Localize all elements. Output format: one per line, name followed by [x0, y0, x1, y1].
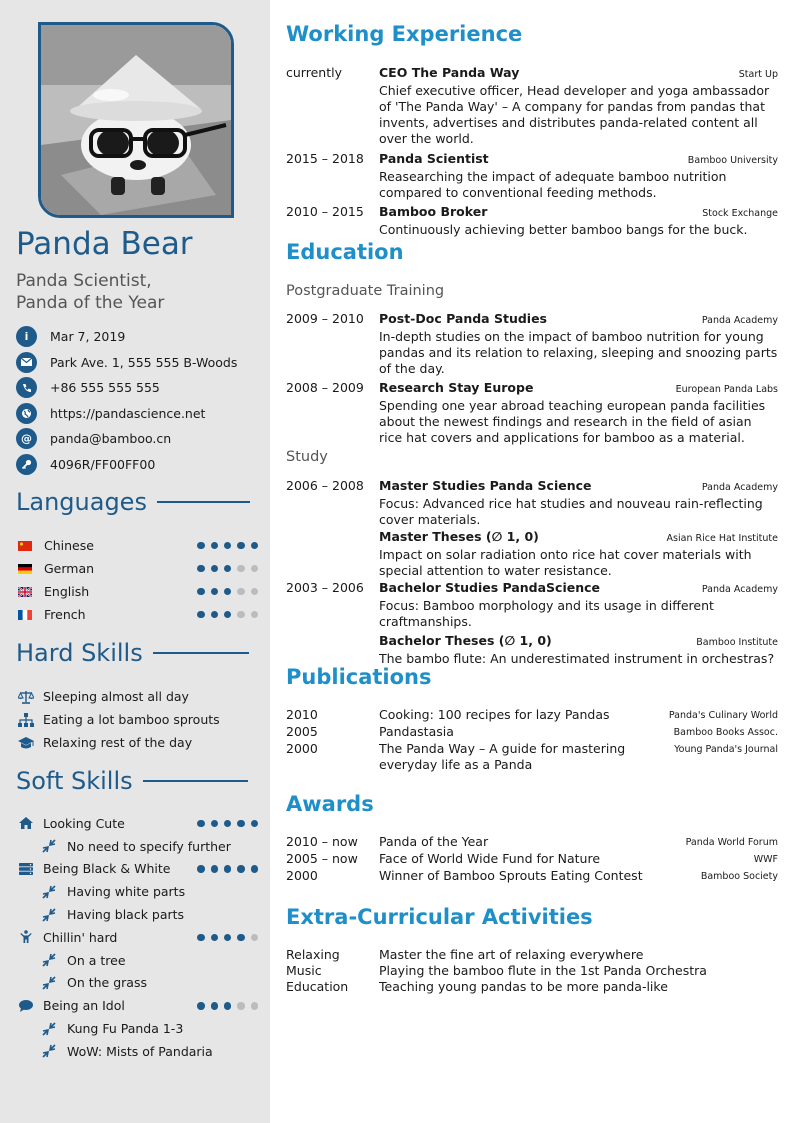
entry-description: The bambo flute: An underestimated instrument in orchestras?	[379, 651, 775, 666]
contact-text: Park Ave. 1, 555 555 B-Woods	[50, 354, 238, 370]
education-entry	[286, 633, 778, 667]
language-list	[18, 534, 258, 626]
heading-rule	[143, 780, 248, 782]
soft-skill-label: Chillin' hard	[43, 929, 118, 945]
rating-dot-empty	[237, 611, 245, 619]
soft-skill-subitem	[18, 1017, 258, 1040]
activity-entry	[286, 979, 778, 995]
activities-list	[286, 947, 778, 995]
entry-date: 2009 – 2010	[286, 311, 364, 326]
rating-dot-filled	[197, 588, 205, 596]
uk-flag-icon	[18, 587, 32, 597]
soft-skill-subitem	[18, 972, 258, 995]
rating-dot-empty	[251, 1002, 259, 1010]
rating-dot-empty	[251, 611, 259, 619]
activity-entry	[286, 947, 778, 963]
profile-photo	[38, 22, 234, 218]
skill-rating	[197, 611, 258, 619]
entry-title: Research Stay Europe	[379, 380, 534, 395]
experience-entry	[286, 65, 778, 147]
france-flag-icon	[18, 610, 32, 620]
entry-date: 2003 – 2006	[286, 580, 364, 595]
hard-skill-item	[18, 685, 258, 708]
entry-date: 2015 – 2018	[286, 151, 364, 166]
rating-dot-filled	[211, 588, 219, 596]
postgrad-list	[286, 311, 778, 446]
hard-skill-item	[18, 708, 258, 731]
soft-skill-label: Looking Cute	[43, 815, 125, 831]
rating-dot-filled	[197, 865, 205, 873]
skill-rating	[197, 934, 258, 942]
rating-dot-filled	[211, 820, 219, 828]
hard-skill-label: Relaxing rest of the day	[43, 735, 193, 750]
subtitle-line-1: Panda Scientist,	[16, 271, 152, 291]
entry-institution: WWF	[753, 854, 778, 865]
entry-institution: Young Panda's Journal	[674, 744, 778, 755]
entry-date: 2000	[286, 741, 318, 756]
contact-list	[16, 324, 237, 477]
hard-skills-list	[18, 685, 258, 754]
rating-dot-filled	[251, 820, 259, 828]
info-icon: i	[16, 326, 37, 347]
rating-dot-filled	[211, 865, 219, 873]
activity-text: Master the fine art of relaxing everywhere	[379, 947, 644, 962]
globe-icon	[16, 403, 37, 424]
rating-dot-filled	[211, 542, 219, 550]
sitemap-icon	[18, 713, 34, 727]
education-entry	[286, 529, 778, 579]
entry-date: 2010	[286, 707, 318, 722]
soft-skill-sub-label: On a tree	[67, 952, 126, 968]
contact-address	[16, 350, 237, 376]
award-title: Face of World Wide Fund for Nature	[379, 851, 601, 866]
contact-date	[16, 324, 237, 350]
phone-icon	[16, 377, 37, 398]
heading-rule	[153, 652, 249, 654]
contact-phone	[16, 375, 237, 401]
study-subheading: Study	[286, 449, 328, 465]
rating-dot-filled	[224, 865, 232, 873]
activity-label: Relaxing	[286, 947, 340, 962]
publications-list	[286, 707, 778, 773]
entry-date	[286, 529, 379, 579]
rating-dot-filled	[224, 565, 232, 573]
rating-dot-filled	[224, 820, 232, 828]
soft-skills-heading-text: Soft Skills	[16, 767, 133, 795]
rating-dot-filled	[197, 611, 205, 619]
entry-description: In-depth studies on the impact of bamboo nutrition for young pandas and its relation to relaxing, sleeping and snoozing parts of the day.	[379, 329, 778, 376]
rating-dot-empty	[251, 565, 259, 573]
soft-skill-label: Being Black & White	[43, 861, 171, 877]
publication-title: Pandastasia	[379, 724, 454, 739]
rating-dot-empty	[251, 588, 259, 596]
server-icon	[18, 862, 34, 876]
entry-title: Bachelor Studies PandaScience	[379, 580, 601, 595]
awards-list	[286, 834, 778, 885]
rating-dot-filled	[211, 611, 219, 619]
compress-icon	[42, 953, 58, 967]
soft-skill-sub-label: WoW: Mists of Pandaria	[67, 1043, 213, 1059]
skill-rating	[197, 588, 258, 596]
language-item	[18, 603, 258, 626]
entry-date: 2006 – 2008	[286, 478, 364, 493]
rating-dot-empty	[251, 934, 259, 942]
skill-rating	[197, 865, 258, 873]
education-entry	[286, 311, 778, 377]
skill-rating	[197, 820, 258, 828]
entry-institution: Panda Academy	[701, 315, 778, 326]
comment-icon	[18, 999, 34, 1013]
rating-dot-empty	[237, 588, 245, 596]
entry-institution: Bamboo Books Assoc.	[673, 727, 778, 738]
award-entry	[286, 834, 778, 851]
envelope-icon	[16, 352, 37, 373]
awards-heading: Awards	[286, 792, 374, 816]
soft-skill-sub-label: Having black parts	[67, 907, 185, 923]
soft-skill-subitem	[18, 1040, 258, 1063]
rating-dot-filled	[197, 542, 205, 550]
education-heading: Education	[286, 240, 404, 264]
entry-description: Focus: Advanced rice hat studies and nouveau rain-reflecting cover materials.	[379, 496, 763, 527]
rating-dot-filled	[251, 865, 259, 873]
entry-institution: Bamboo Institute	[696, 637, 778, 648]
experience-entry	[286, 151, 778, 201]
entry-institution: Panda Academy	[701, 482, 778, 493]
soft-skill-sub-label: On the grass	[67, 975, 147, 991]
compress-icon	[42, 1022, 58, 1036]
rating-dot-filled	[211, 1002, 219, 1010]
entry-title: Panda Scientist	[379, 151, 489, 166]
rating-dot-filled	[197, 1002, 205, 1010]
balance-scale-icon	[18, 690, 34, 704]
soft-skill-item	[18, 994, 258, 1017]
sidebar	[0, 0, 270, 1123]
compress-icon	[42, 839, 58, 853]
soft-skill-subitem	[18, 903, 258, 926]
postgrad-subheading: Postgraduate Training	[286, 283, 445, 299]
education-entry	[286, 380, 778, 446]
entry-title: Master Theses (∅ 1, 0)	[379, 529, 539, 544]
activity-label: Music	[286, 963, 322, 978]
rating-dot-filled	[224, 934, 232, 942]
heading-rule	[157, 501, 250, 503]
email-link[interactable]: panda@bamboo.cn	[50, 431, 172, 447]
activity-label: Education	[286, 979, 349, 994]
compress-icon	[42, 976, 58, 990]
soft-skill-sub-label: Having white parts	[67, 884, 186, 900]
soft-skill-item	[18, 858, 258, 881]
compress-icon	[42, 885, 58, 899]
language-label: Chinese	[44, 538, 94, 553]
home-icon	[18, 816, 34, 830]
hard-skill-item	[18, 731, 258, 754]
child-icon	[18, 930, 34, 944]
rating-dot-filled	[237, 542, 245, 550]
compress-icon	[42, 908, 58, 922]
entry-title: Bachelor Theses (∅ 1, 0)	[379, 633, 552, 648]
entry-date: 2005	[286, 724, 318, 739]
rating-dot-filled	[197, 934, 205, 942]
entry-institution: Panda World Forum	[685, 837, 778, 848]
soft-skills-list	[18, 812, 258, 1063]
publication-title: Cooking: 100 recipes for lazy Pandas	[379, 707, 610, 722]
language-item	[18, 557, 258, 580]
skill-rating	[197, 1002, 258, 1010]
subtitle-line-2: Panda of the Year	[16, 293, 165, 313]
award-entry	[286, 851, 778, 868]
hard-skill-label: Sleeping almost all day	[43, 689, 189, 704]
entry-title: Bamboo Broker	[379, 204, 488, 219]
china-flag-icon	[18, 541, 32, 551]
language-item	[18, 534, 258, 557]
soft-skill-label: Being an Idol	[43, 998, 125, 1014]
entry-description: Impact on solar radiation onto rice hat cover materials with special attention to water resistance.	[379, 547, 752, 578]
entry-description: Chief executive officer, Head developer and yoga ambassador of 'The Panda Way' – A company for pandas from pandas that invents, advertises and distributes panda-related content all over the world.	[379, 83, 770, 146]
entry-date	[286, 633, 379, 667]
language-label: German	[44, 561, 95, 576]
soft-skill-item	[18, 926, 258, 949]
skill-rating	[197, 565, 258, 573]
germany-flag-icon	[18, 564, 32, 574]
publication-entry	[286, 707, 778, 724]
experience-entry	[286, 204, 778, 238]
award-entry	[286, 868, 778, 885]
contact-text: 4096R/FF00FF00	[50, 456, 156, 472]
contact-pgp	[16, 452, 237, 478]
rating-dot-filled	[224, 542, 232, 550]
at-icon: @	[16, 428, 37, 449]
award-title: Winner of Bamboo Sprouts Eating Contest	[379, 868, 643, 883]
language-label: French	[44, 607, 86, 622]
entry-institution: Start Up	[738, 69, 778, 80]
rating-dot-filled	[211, 565, 219, 573]
contact-website[interactable]	[16, 401, 237, 427]
language-label: English	[44, 584, 90, 599]
publication-title: The Panda Way – A guide for mastering everyday life as a Panda	[379, 741, 626, 772]
experience-list	[286, 65, 778, 238]
education-entry	[286, 580, 778, 630]
entry-date: 2000	[286, 868, 318, 883]
profile-subtitle	[16, 270, 164, 314]
compress-icon	[42, 1044, 58, 1058]
study-list	[286, 478, 778, 667]
languages-heading-text: Languages	[16, 488, 147, 516]
website-link[interactable]: https://pandascience.net	[50, 405, 206, 421]
entry-institution: European Panda Labs	[675, 384, 778, 395]
key-icon	[16, 454, 37, 475]
rating-dot-empty	[237, 1002, 245, 1010]
entry-date: 2010 – now	[286, 834, 358, 849]
publication-entry	[286, 741, 778, 773]
soft-skill-item	[18, 812, 258, 835]
soft-skill-subitem	[18, 835, 258, 858]
entry-institution: Stock Exchange	[702, 208, 778, 219]
activity-text: Playing the bamboo flute in the 1st Panda Orchestra	[379, 963, 707, 978]
entry-date: 2005 – now	[286, 851, 358, 866]
publications-heading: Publications	[286, 665, 432, 689]
rating-dot-filled	[197, 565, 205, 573]
language-item	[18, 580, 258, 603]
rating-dot-filled	[237, 820, 245, 828]
entry-date: 2010 – 2015	[286, 204, 364, 219]
soft-skill-subitem	[18, 880, 258, 903]
rating-dot-filled	[224, 1002, 232, 1010]
soft-skills-heading	[16, 767, 248, 795]
entry-institution: Bamboo Society	[700, 871, 778, 882]
rating-dot-filled	[237, 865, 245, 873]
entry-description: Continuously achieving better bamboo bangs for the buck.	[379, 222, 748, 237]
main-content	[270, 0, 794, 1123]
entry-title: Master Studies Panda Science	[379, 478, 592, 493]
soft-skill-sub-label: Kung Fu Panda 1-3	[67, 1021, 184, 1037]
contact-email[interactable]	[16, 426, 237, 452]
rating-dot-filled	[224, 588, 232, 596]
rating-dot-filled	[251, 542, 259, 550]
contact-text: +86 555 555 555	[50, 380, 160, 396]
hard-skill-label: Eating a lot bamboo sprouts	[43, 712, 220, 727]
soft-skill-sub-label: No need to specify further	[67, 838, 231, 854]
entry-description: Spending one year abroad teaching european panda facilities about the newest findings and research in the field of asian rice hat covers and applications for bamboo as a material.	[379, 398, 766, 445]
hard-skills-heading	[16, 639, 249, 667]
activities-heading: Extra-Curricular Activities	[286, 905, 593, 929]
publication-entry	[286, 724, 778, 741]
skill-rating	[197, 542, 258, 550]
education-entry	[286, 478, 778, 528]
rating-dot-empty	[237, 565, 245, 573]
entry-institution: Asian Rice Hat Institute	[666, 533, 778, 544]
profile-name: Panda Bear	[16, 226, 193, 262]
activity-text: Teaching young pandas to be more panda-like	[379, 979, 668, 994]
rating-dot-filled	[237, 934, 245, 942]
entry-date: currently	[286, 65, 342, 80]
entry-description: Reasearching the impact of adequate bamboo nutrition compared to conventional feeding methods.	[379, 169, 727, 200]
languages-heading	[16, 488, 250, 516]
activity-entry	[286, 963, 778, 979]
entry-title: CEO The Panda Way	[379, 65, 520, 80]
entry-description: Focus: Bamboo morphology and its usage in different craftmanships.	[379, 598, 714, 629]
entry-title: Post-Doc Panda Studies	[379, 311, 547, 326]
graduation-cap-icon	[18, 736, 34, 750]
award-title: Panda of the Year	[379, 834, 489, 849]
entry-date: 2008 – 2009	[286, 380, 364, 395]
entry-institution: Bamboo University	[687, 155, 778, 166]
hard-skills-heading-text: Hard Skills	[16, 639, 143, 667]
soft-skill-subitem	[18, 949, 258, 972]
rating-dot-filled	[211, 934, 219, 942]
entry-institution: Panda's Culinary World	[668, 710, 778, 721]
experience-heading: Working Experience	[286, 22, 523, 46]
rating-dot-filled	[197, 820, 205, 828]
entry-institution: Panda Academy	[701, 584, 778, 595]
contact-text: Mar 7, 2019	[50, 329, 126, 345]
rating-dot-filled	[224, 611, 232, 619]
